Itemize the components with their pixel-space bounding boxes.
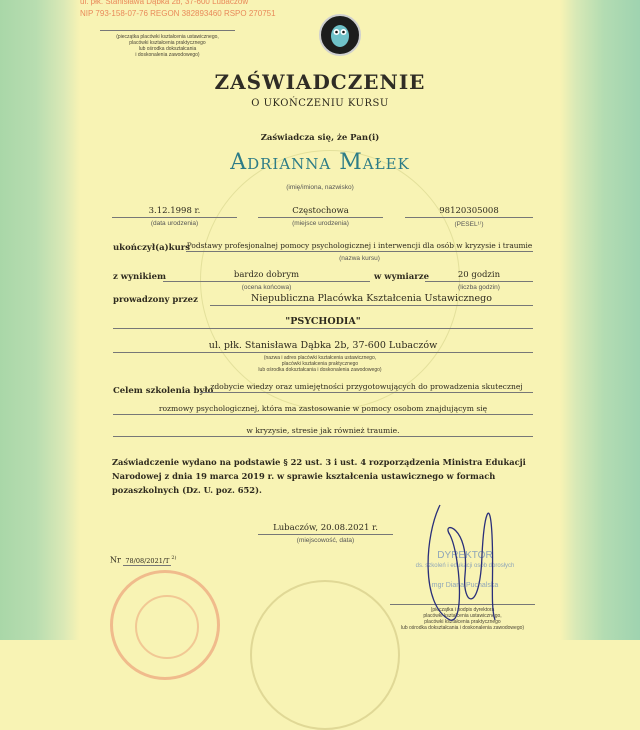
pesel: 98120305008 (405, 206, 533, 218)
owl-icon (321, 16, 359, 54)
round-stamp (110, 570, 220, 680)
goal-line: rozmowy psychologicznej, która ma zastosowanie w pomocy osobom znajdującym się (113, 404, 533, 415)
stamp-line (100, 30, 235, 31)
caption-line: lub ośrodka dokształcania (138, 46, 197, 52)
place-date-caption: (miejscowość, data) (296, 537, 355, 544)
director-name: mgr Diana Puchalska (431, 582, 499, 589)
birth-date: 3.12.1998 r. (112, 206, 237, 218)
result-label: z wynikiem (113, 272, 166, 282)
stamp-ids: NIP 793-158-07-76 REGON 382893460 RSPO 270751 (80, 9, 276, 18)
goal-line: w kryzysie, stresie jak również traumie. (113, 426, 533, 437)
caption-line: (pieczątka placówki kształcenia ustawicznego, (116, 34, 219, 40)
course-name: Podstawy profesjonalnej pomocy psychologicznej i interwencji dla osób w kryzysie i traumie (186, 241, 533, 250)
left-border (0, 0, 80, 640)
stamp-caption (90, 34, 245, 58)
owl-logo (319, 14, 361, 56)
course-caption: (nazwa kursu) (339, 255, 380, 262)
institution-stamp (80, 0, 276, 20)
result-value: bardzo dobrym (163, 270, 370, 282)
birth-date-caption: (data urodzenia) (150, 220, 199, 227)
number-value: 78/08/2021/T (125, 556, 170, 565)
number-footnote: 2) (171, 555, 177, 561)
hours-value: 20 godzin (425, 270, 533, 282)
place-date: Lubaczów, 20.08.2021 r. (258, 523, 393, 535)
document-title: ZAŚWIADCZENIE (214, 70, 426, 94)
stamp-address: ul. płk. Stanisława Dąbka 2b, 37-600 Lubaczów (80, 0, 249, 6)
goal-line: zdobycie wiedzy oraz umiejętności przygotowujących do prowadzenia skutecznej (200, 382, 533, 393)
provider-brand: "PSYCHODIA" (113, 316, 533, 329)
caption-line: lub ośrodka dokształcania i doskonalenia zawodowego) (400, 625, 525, 631)
certificate-number (110, 555, 177, 565)
caption-line: (pieczątka i podpis dyrektora (430, 607, 495, 613)
provider-name: Niepubliczna Placówka Kształcenia Ustawicznego (210, 293, 533, 306)
embossed-seal (250, 580, 400, 730)
caption-line: (nazwa i adres placówki kształcenia ustawicznego, (263, 355, 377, 361)
caption-line: lub ośrodka dokształcania i doskonalenia zawodowego) (258, 367, 382, 373)
caption-line: placówki kształcenia praktycznego (424, 619, 501, 625)
birth-place: Częstochowa (258, 206, 383, 218)
provider-address: ul. płk. Stanisława Dąbka 2b, 37-600 Lubaczów (113, 340, 533, 353)
director-dept: ds. szkoleń i edukacji osób dorosłych (415, 563, 515, 569)
intro-text: Zaświadcza się, że Pan(i) (260, 133, 380, 143)
right-border (560, 0, 640, 640)
hours-label: w wymiarze (374, 272, 429, 282)
result-caption: (ocena końcowa) (241, 284, 292, 291)
caption-line: i doskonalenia zawodowego) (135, 52, 200, 58)
hours-caption: (liczba godzin) (458, 284, 500, 291)
director-title: DYREKTOR (437, 550, 493, 561)
number-label: Nr (110, 555, 121, 565)
name-caption: (imię/imiona, nazwisko) (286, 184, 354, 191)
provider-caption (200, 355, 440, 373)
recipient-name: Adrianna Małek (230, 150, 410, 175)
goal-label: Celem szkolenia było (113, 386, 214, 396)
birth-place-caption: (miejsce urodzenia) (292, 220, 349, 227)
caption-line: placówki kształcenia praktycznego (281, 361, 359, 367)
caption-line: placówki kształcenia praktycznego (129, 40, 206, 46)
caption-line: placówki kształcenia ustawicznego, (423, 613, 502, 619)
course-label: ukończył(a)kurs (113, 243, 191, 253)
handwritten-signature (420, 495, 510, 635)
pesel-caption: (PESEL¹⁾) (454, 221, 484, 228)
legal-basis: Zaświadczenie wydano na podstawie § 22 ust. 3 i ust. 4 rozporządzenia Ministra Edukacji Narodowej z dnia 19 marca 2019 r. w sprawie kształcenia ustawicznego w formach pozaszkolnych (Dz. U. poz. 652). (112, 457, 526, 495)
provider-label: prowadzony przez (113, 295, 198, 305)
document-subtitle: O UKOŃCZENIU KURSU (251, 98, 389, 109)
